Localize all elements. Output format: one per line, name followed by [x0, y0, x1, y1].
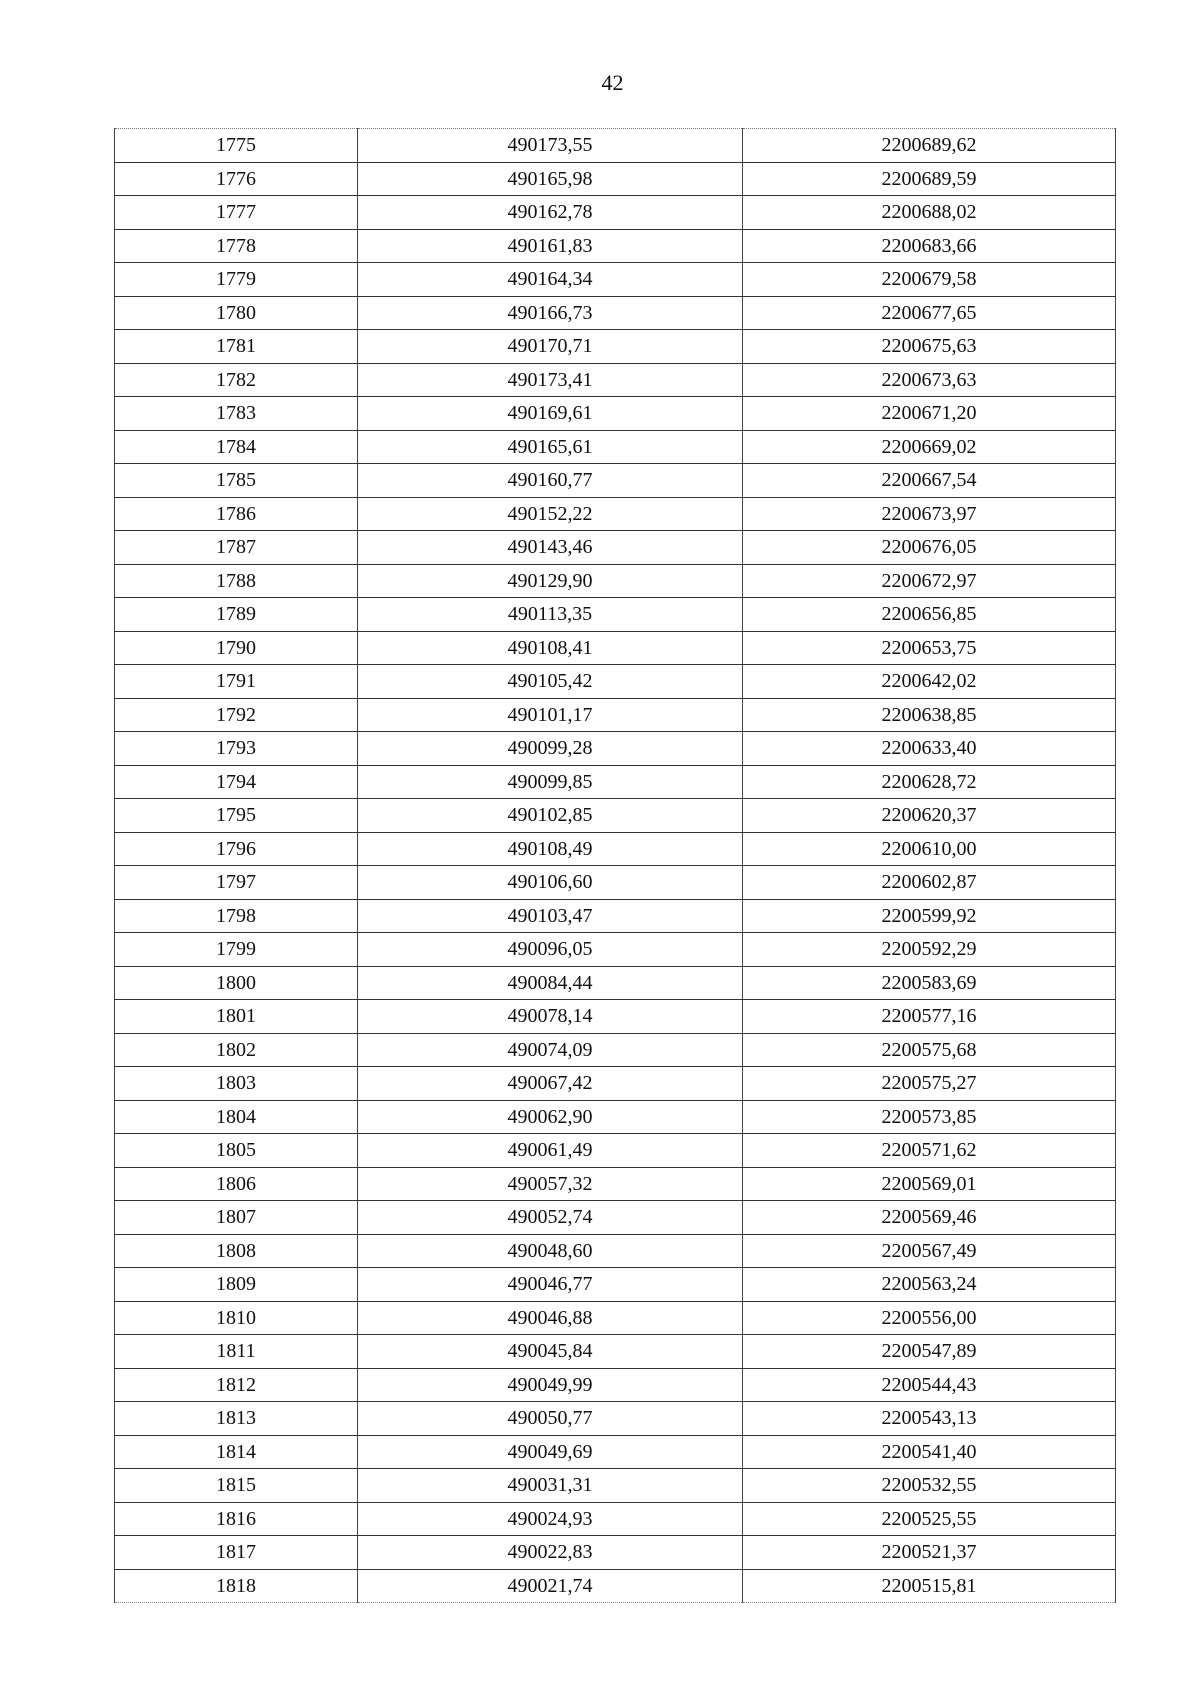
table-row: [115, 1167, 1116, 1201]
x-coordinate-cell: 490048,60: [358, 1234, 743, 1268]
table-row: [115, 564, 1116, 598]
page-number: 42: [601, 70, 624, 95]
table-row: [115, 899, 1116, 933]
table-row: [115, 832, 1116, 866]
point-number-cell: 1805: [115, 1134, 358, 1168]
y-coordinate-cell: 2200673,63: [743, 363, 1116, 397]
y-coordinate-cell: 2200673,97: [743, 497, 1116, 531]
point-number-cell: 1807: [115, 1201, 358, 1235]
coordinates-table-body: [115, 129, 1116, 1603]
x-coordinate-cell: 490152,22: [358, 497, 743, 531]
table-row: [115, 631, 1116, 665]
y-coordinate-cell: 2200569,01: [743, 1167, 1116, 1201]
point-number-cell: 1792: [115, 698, 358, 732]
point-number-cell: 1810: [115, 1301, 358, 1335]
table-row: [115, 330, 1116, 364]
y-coordinate-cell: 2200672,97: [743, 564, 1116, 598]
x-coordinate-cell: 490084,44: [358, 966, 743, 1000]
y-coordinate-cell: 2200525,55: [743, 1502, 1116, 1536]
point-number-cell: 1788: [115, 564, 358, 598]
y-coordinate-cell: 2200620,37: [743, 799, 1116, 833]
table-row: [115, 765, 1116, 799]
point-number-cell: 1804: [115, 1100, 358, 1134]
point-number-cell: 1781: [115, 330, 358, 364]
point-number-cell: 1776: [115, 162, 358, 196]
table-row: [115, 1402, 1116, 1436]
y-coordinate-cell: 2200543,13: [743, 1402, 1116, 1436]
y-coordinate-cell: 2200633,40: [743, 732, 1116, 766]
table-row: [115, 732, 1116, 766]
point-number-cell: 1798: [115, 899, 358, 933]
point-number-cell: 1812: [115, 1368, 358, 1402]
table-row: [115, 698, 1116, 732]
y-coordinate-cell: 2200688,02: [743, 196, 1116, 230]
y-coordinate-cell: 2200689,59: [743, 162, 1116, 196]
point-number-cell: 1778: [115, 229, 358, 263]
point-number-cell: 1799: [115, 933, 358, 967]
table-row: [115, 1469, 1116, 1503]
y-coordinate-cell: 2200521,37: [743, 1536, 1116, 1570]
x-coordinate-cell: 490143,46: [358, 531, 743, 565]
x-coordinate-cell: 490052,74: [358, 1201, 743, 1235]
table-row: [115, 799, 1116, 833]
table-row: [115, 1435, 1116, 1469]
point-number-cell: 1814: [115, 1435, 358, 1469]
point-number-cell: 1816: [115, 1502, 358, 1536]
y-coordinate-cell: 2200610,00: [743, 832, 1116, 866]
table-row: [115, 1234, 1116, 1268]
y-coordinate-cell: 2200575,68: [743, 1033, 1116, 1067]
x-coordinate-cell: 490106,60: [358, 866, 743, 900]
x-coordinate-cell: 490062,90: [358, 1100, 743, 1134]
x-coordinate-cell: 490108,41: [358, 631, 743, 665]
x-coordinate-cell: 490031,31: [358, 1469, 743, 1503]
point-number-cell: 1802: [115, 1033, 358, 1067]
x-coordinate-cell: 490101,17: [358, 698, 743, 732]
x-coordinate-cell: 490160,77: [358, 464, 743, 498]
y-coordinate-cell: 2200571,62: [743, 1134, 1116, 1168]
table-row: [115, 598, 1116, 632]
table-row: [115, 933, 1116, 967]
table-row: [115, 1268, 1116, 1302]
table-row: [115, 1569, 1116, 1603]
table-row: [115, 464, 1116, 498]
y-coordinate-cell: 2200577,16: [743, 1000, 1116, 1034]
y-coordinate-cell: 2200675,63: [743, 330, 1116, 364]
y-coordinate-cell: 2200567,49: [743, 1234, 1116, 1268]
x-coordinate-cell: 490067,42: [358, 1067, 743, 1101]
y-coordinate-cell: 2200689,62: [743, 129, 1116, 163]
table-row: [115, 263, 1116, 297]
table-row: [115, 1502, 1116, 1536]
x-coordinate-cell: 490099,28: [358, 732, 743, 766]
point-number-cell: 1811: [115, 1335, 358, 1369]
point-number-cell: 1779: [115, 263, 358, 297]
point-number-cell: 1818: [115, 1569, 358, 1603]
table-row: [115, 665, 1116, 699]
point-number-cell: 1790: [115, 631, 358, 665]
x-coordinate-cell: 490173,41: [358, 363, 743, 397]
table-row: [115, 430, 1116, 464]
x-coordinate-cell: 490050,77: [358, 1402, 743, 1436]
table-row: [115, 1134, 1116, 1168]
table-row: [115, 363, 1116, 397]
y-coordinate-cell: 2200628,72: [743, 765, 1116, 799]
x-coordinate-cell: 490162,78: [358, 196, 743, 230]
y-coordinate-cell: 2200583,69: [743, 966, 1116, 1000]
point-number-cell: 1794: [115, 765, 358, 799]
point-number-cell: 1803: [115, 1067, 358, 1101]
x-coordinate-cell: 490049,99: [358, 1368, 743, 1402]
y-coordinate-cell: 2200563,24: [743, 1268, 1116, 1302]
point-number-cell: 1815: [115, 1469, 358, 1503]
point-number-cell: 1800: [115, 966, 358, 1000]
y-coordinate-cell: 2200602,87: [743, 866, 1116, 900]
point-number-cell: 1787: [115, 531, 358, 565]
table-row: [115, 296, 1116, 330]
y-coordinate-cell: 2200592,29: [743, 933, 1116, 967]
y-coordinate-cell: 2200679,58: [743, 263, 1116, 297]
point-number-cell: 1817: [115, 1536, 358, 1570]
y-coordinate-cell: 2200638,85: [743, 698, 1116, 732]
x-coordinate-cell: 490166,73: [358, 296, 743, 330]
point-number-cell: 1801: [115, 1000, 358, 1034]
point-number-cell: 1793: [115, 732, 358, 766]
x-coordinate-cell: 490078,14: [358, 1000, 743, 1034]
x-coordinate-cell: 490108,49: [358, 832, 743, 866]
point-number-cell: 1808: [115, 1234, 358, 1268]
x-coordinate-cell: 490103,47: [358, 899, 743, 933]
y-coordinate-cell: 2200669,02: [743, 430, 1116, 464]
table-row: [115, 1368, 1116, 1402]
y-coordinate-cell: 2200541,40: [743, 1435, 1116, 1469]
table-row: [115, 866, 1116, 900]
y-coordinate-cell: 2200653,75: [743, 631, 1116, 665]
x-coordinate-cell: 490169,61: [358, 397, 743, 431]
x-coordinate-cell: 490022,83: [358, 1536, 743, 1570]
table-row: [115, 1000, 1116, 1034]
x-coordinate-cell: 490057,32: [358, 1167, 743, 1201]
y-coordinate-cell: 2200544,43: [743, 1368, 1116, 1402]
point-number-cell: 1791: [115, 665, 358, 699]
table-row: [115, 1335, 1116, 1369]
x-coordinate-cell: 490045,84: [358, 1335, 743, 1369]
table-row: [115, 1201, 1116, 1235]
x-coordinate-cell: 490046,77: [358, 1268, 743, 1302]
y-coordinate-cell: 2200547,89: [743, 1335, 1116, 1369]
table-row: [115, 966, 1116, 1000]
y-coordinate-cell: 2200667,54: [743, 464, 1116, 498]
point-number-cell: 1813: [115, 1402, 358, 1436]
table-row: [115, 196, 1116, 230]
point-number-cell: 1806: [115, 1167, 358, 1201]
x-coordinate-cell: 490173,55: [358, 129, 743, 163]
x-coordinate-cell: 490161,83: [358, 229, 743, 263]
x-coordinate-cell: 490105,42: [358, 665, 743, 699]
point-number-cell: 1797: [115, 866, 358, 900]
y-coordinate-cell: 2200575,27: [743, 1067, 1116, 1101]
table-row: [115, 397, 1116, 431]
coordinates-table: [114, 128, 1116, 1603]
x-coordinate-cell: 490165,98: [358, 162, 743, 196]
y-coordinate-cell: 2200556,00: [743, 1301, 1116, 1335]
y-coordinate-cell: 2200569,46: [743, 1201, 1116, 1235]
y-coordinate-cell: 2200676,05: [743, 531, 1116, 565]
x-coordinate-cell: 490096,05: [358, 933, 743, 967]
x-coordinate-cell: 490049,69: [358, 1435, 743, 1469]
table-row: [115, 1033, 1116, 1067]
x-coordinate-cell: 490074,09: [358, 1033, 743, 1067]
point-number-cell: 1777: [115, 196, 358, 230]
y-coordinate-cell: 2200573,85: [743, 1100, 1116, 1134]
x-coordinate-cell: 490129,90: [358, 564, 743, 598]
table-row: [115, 1067, 1116, 1101]
table-row: [115, 1100, 1116, 1134]
table-row: [115, 162, 1116, 196]
point-number-cell: 1795: [115, 799, 358, 833]
y-coordinate-cell: 2200671,20: [743, 397, 1116, 431]
y-coordinate-cell: 2200515,81: [743, 1569, 1116, 1603]
point-number-cell: 1809: [115, 1268, 358, 1302]
x-coordinate-cell: 490102,85: [358, 799, 743, 833]
table-row: [115, 497, 1116, 531]
y-coordinate-cell: 2200532,55: [743, 1469, 1116, 1503]
point-number-cell: 1775: [115, 129, 358, 163]
point-number-cell: 1782: [115, 363, 358, 397]
table-row: [115, 1536, 1116, 1570]
table-row: [115, 531, 1116, 565]
point-number-cell: 1784: [115, 430, 358, 464]
x-coordinate-cell: 490046,88: [358, 1301, 743, 1335]
x-coordinate-cell: 490165,61: [358, 430, 743, 464]
table-row: [115, 129, 1116, 163]
point-number-cell: 1785: [115, 464, 358, 498]
x-coordinate-cell: 490024,93: [358, 1502, 743, 1536]
point-number-cell: 1786: [115, 497, 358, 531]
x-coordinate-cell: 490170,71: [358, 330, 743, 364]
point-number-cell: 1796: [115, 832, 358, 866]
table-row: [115, 229, 1116, 263]
point-number-cell: 1789: [115, 598, 358, 632]
y-coordinate-cell: 2200656,85: [743, 598, 1116, 632]
x-coordinate-cell: 490021,74: [358, 1569, 743, 1603]
y-coordinate-cell: 2200677,65: [743, 296, 1116, 330]
y-coordinate-cell: 2200599,92: [743, 899, 1116, 933]
x-coordinate-cell: 490164,34: [358, 263, 743, 297]
point-number-cell: 1783: [115, 397, 358, 431]
y-coordinate-cell: 2200683,66: [743, 229, 1116, 263]
point-number-cell: 1780: [115, 296, 358, 330]
x-coordinate-cell: 490113,35: [358, 598, 743, 632]
x-coordinate-cell: 490061,49: [358, 1134, 743, 1168]
y-coordinate-cell: 2200642,02: [743, 665, 1116, 699]
table-row: [115, 1301, 1116, 1335]
x-coordinate-cell: 490099,85: [358, 765, 743, 799]
